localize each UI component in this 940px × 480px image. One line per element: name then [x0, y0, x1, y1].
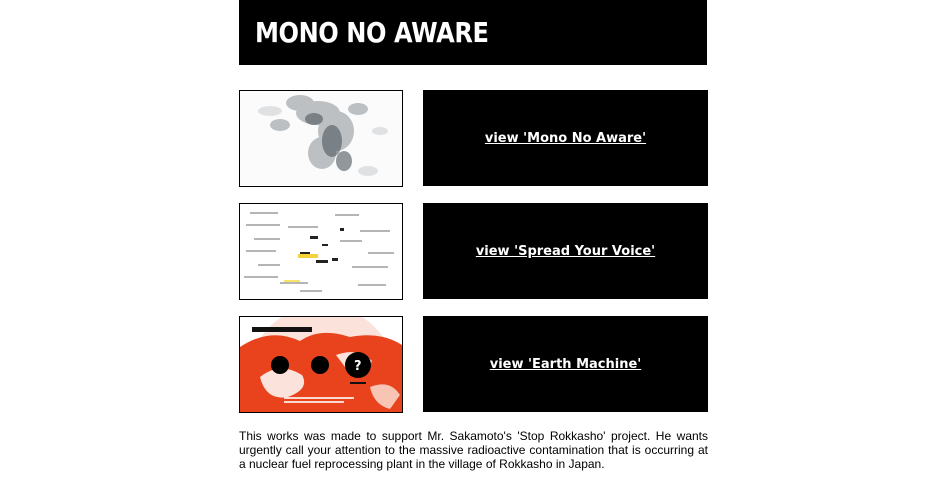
site-logo-title: MONO NO AWARE: [255, 16, 489, 49]
mono-no-aware-panel[interactable]: [423, 90, 708, 186]
ink-smoke-icon: [240, 91, 402, 186]
view-earth-machine-link[interactable]: view 'Earth Machine': [489, 356, 642, 372]
view-mono-no-aware-link[interactable]: view 'Mono No Aware': [484, 130, 647, 146]
project-description: This works was made to support Mr. Sakamoto's 'Stop Rokkasho' project. He wants urgently call your attention to the massive radioactive contamination that is occurring at a nuclear fuel reprocessing plant in the village of Rokkasho in Japan.: [239, 429, 708, 471]
earth-machine-thumbnail[interactable]: [239, 316, 403, 413]
earth-machine-panel[interactable]: [423, 316, 708, 412]
view-spread-your-voice-link[interactable]: view 'Spread Your Voice': [475, 243, 656, 259]
earth-map-icon: [240, 317, 402, 412]
header-banner: [239, 0, 707, 65]
spread-your-voice-panel[interactable]: [423, 203, 708, 299]
word-cloud-icon: [240, 204, 402, 299]
spread-your-voice-thumbnail[interactable]: [239, 203, 403, 300]
mono-no-aware-thumbnail[interactable]: [239, 90, 403, 187]
svg-text:?: ?: [354, 359, 362, 374]
